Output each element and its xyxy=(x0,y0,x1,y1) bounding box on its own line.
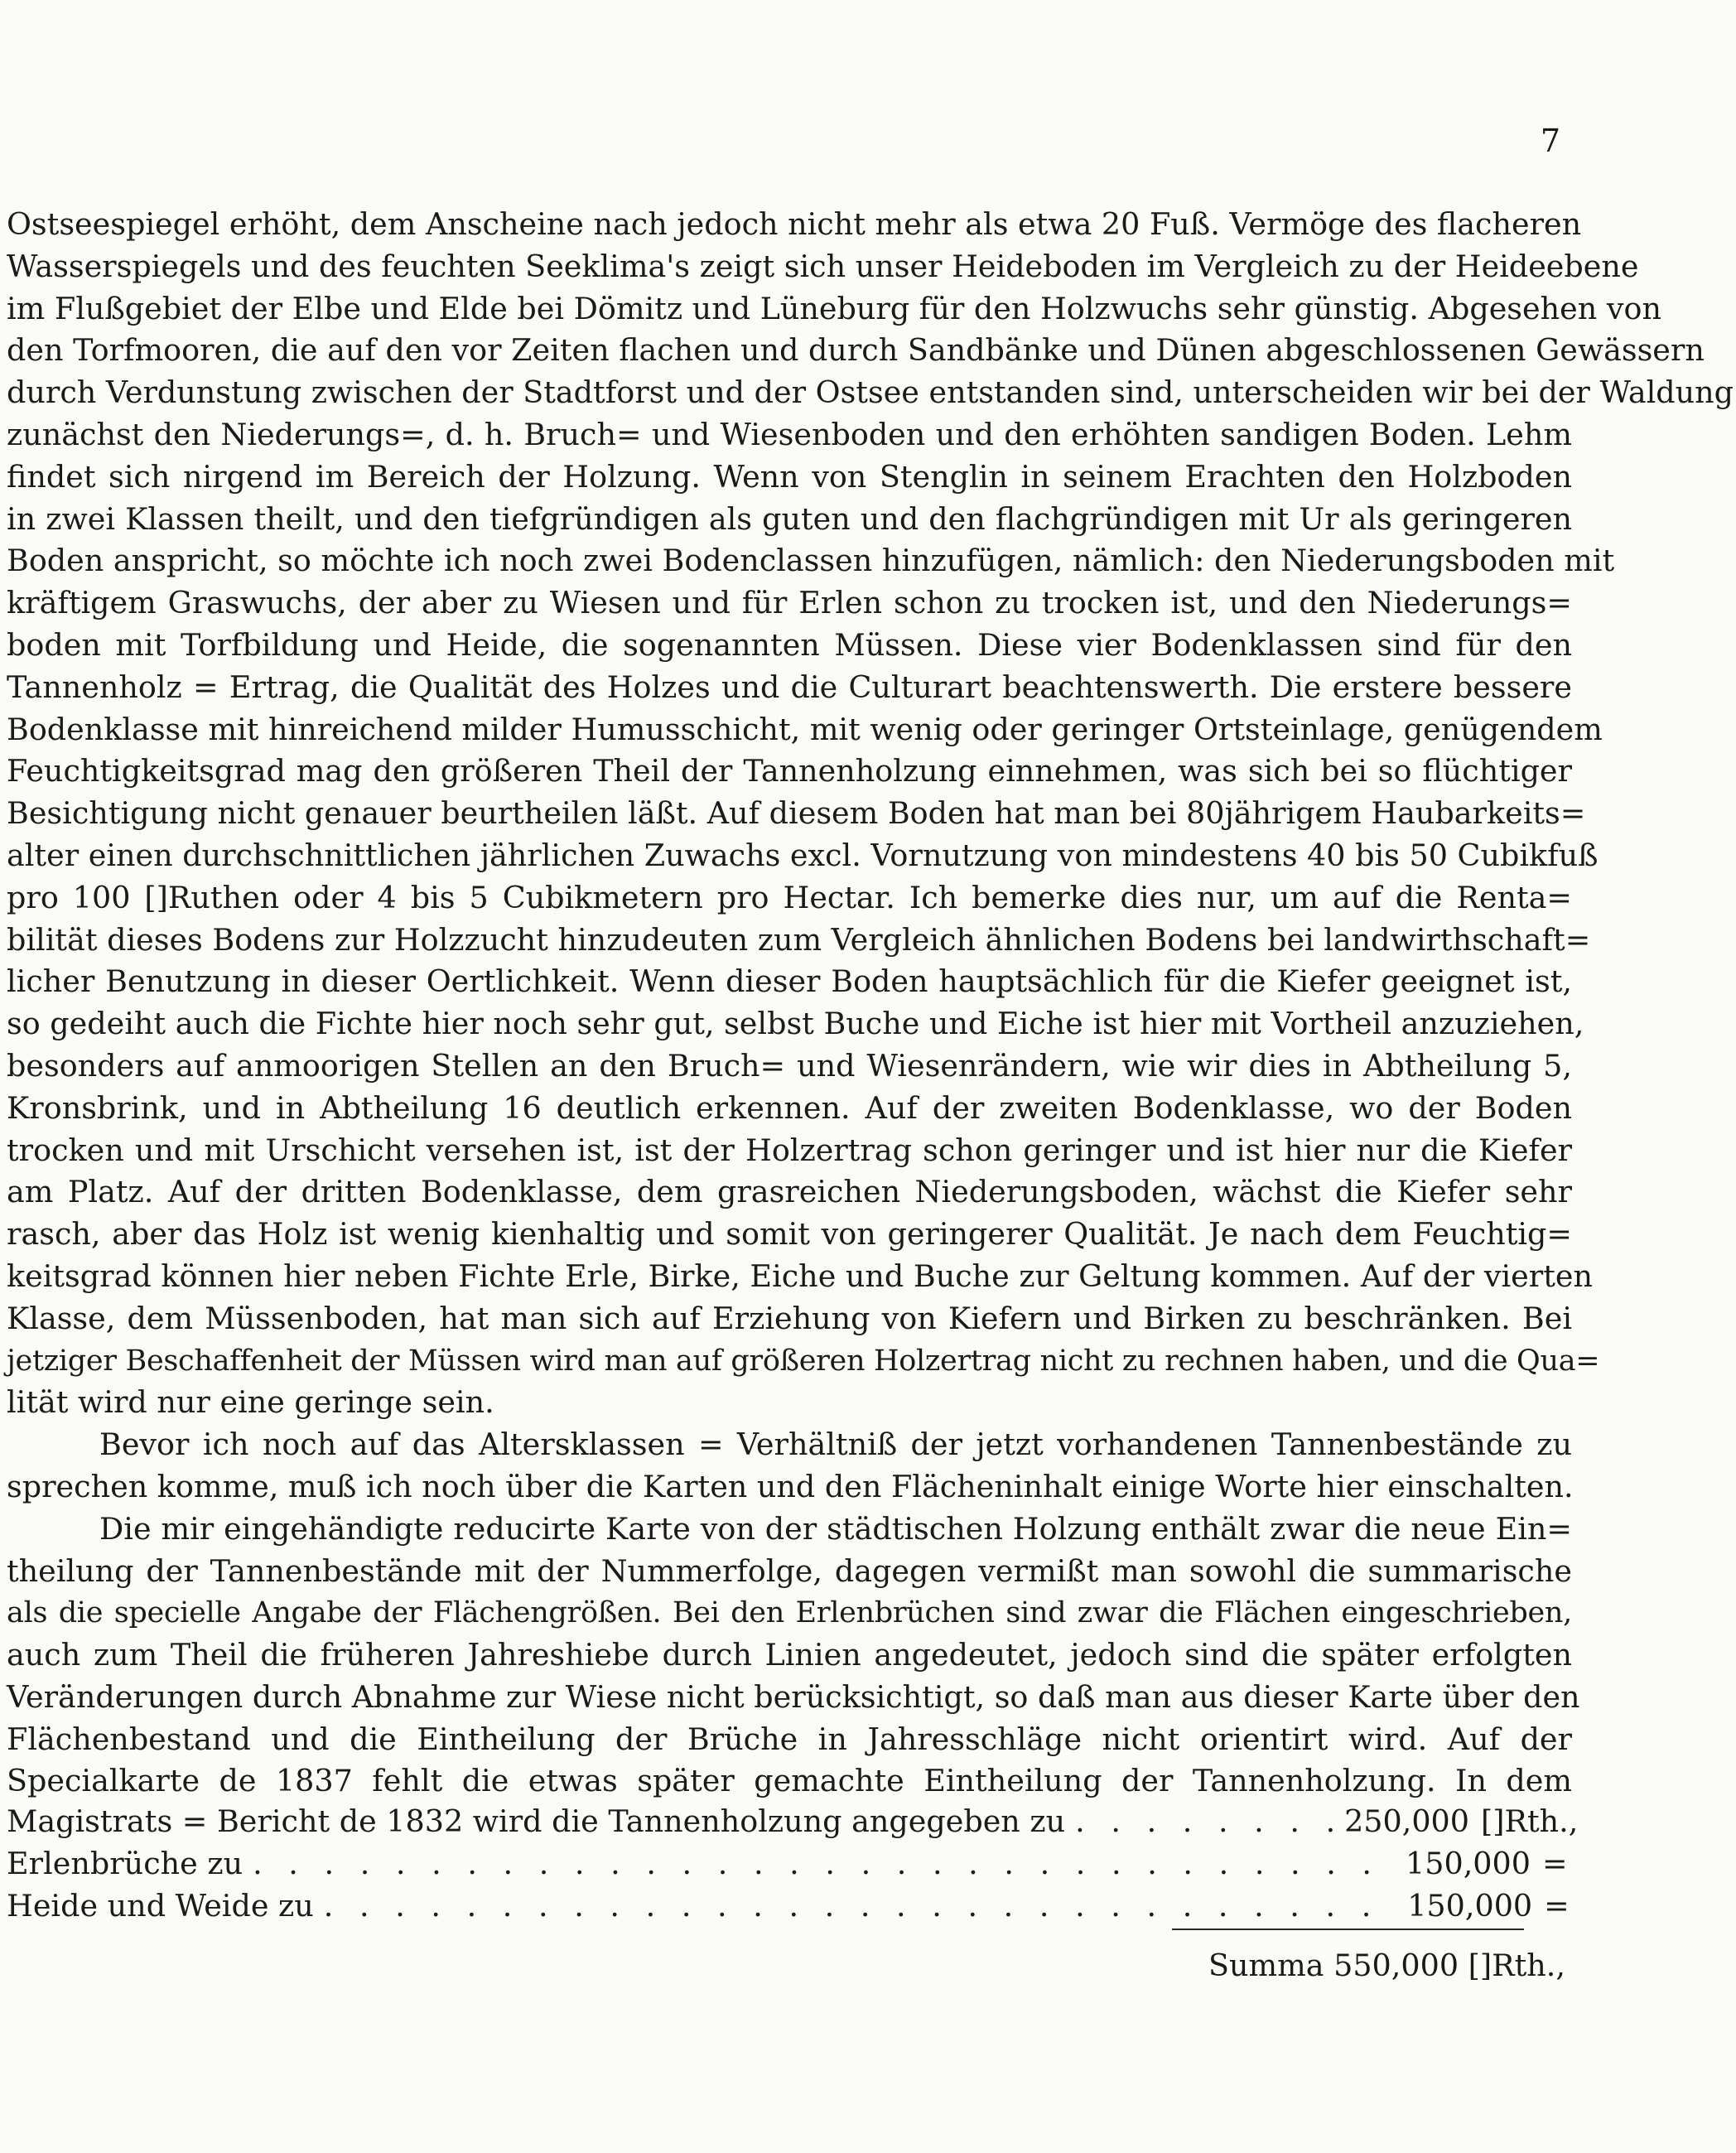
text-line: trocken und mit Urschicht versehen ist, ist der Holzertrag schon geringer und ist hier nur die Kiefer xyxy=(7,1132,1572,1168)
text-line: Boden anspricht, so möchte ich noch zwei Bodenclassen hinzufügen, nämlich: den Niederungsboden mit xyxy=(7,543,1615,579)
sum-rule xyxy=(1172,1929,1524,1930)
dot-leader xyxy=(253,1843,1396,1885)
text-line: Kronsbrink, und in Abtheilung 16 deutlich erkennen. Auf der zweiten Bodenklasse, wo der Boden xyxy=(7,1089,1572,1126)
text-line: findet sich nirgend im Bereich der Holzung. Wenn von Stenglin in seinem Erachten den Holzboden xyxy=(7,458,1572,495)
ledger-row xyxy=(7,1843,1572,1885)
paragraph-start: Bevor ich noch auf das Altersklassen = Verhältniß der jetzt vorhandenen Tannenbestände zu xyxy=(99,1426,1572,1463)
text-line: theilung der Tannenbestände mit der Nummerfolge, dagegen vermißt man sowohl die summarische xyxy=(7,1552,1572,1589)
text-line: pro 100 []Ruthen oder 4 bis 5 Cubikmetern pro Hectar. Ich bemerke dies nur, um auf die Renta= xyxy=(7,879,1572,915)
text-line: Tannenholz = Ertrag, die Qualität des Holzes und die Culturart beachtenswerth. Die erstere bessere xyxy=(7,669,1572,705)
body-text xyxy=(7,204,1734,1803)
text-line: Klasse, dem Müssenboden, hat man sich auf Erziehung von Kiefern und Birken zu beschränken. Bei xyxy=(7,1300,1572,1336)
text-line: Besichtigung nicht genauer beurtheilen läßt. Auf diesem Boden hat man bei 80jährigem Haubarkeits= xyxy=(7,795,1586,832)
ledger-unit: = xyxy=(1544,1887,1570,1924)
ledger-row xyxy=(7,1885,1572,1928)
text-line: Flächenbestand und die Eintheilung der Brüche in Jahresschläge nicht orientirt wird. Auf der xyxy=(7,1721,1572,1757)
text-line: boden mit Torfbildung und Heide, die sogenannten Müssen. Diese vier Bodenklassen sind für den xyxy=(7,626,1572,663)
text-line: keitsgrad können hier neben Fichte Erle, Birke, Eiche und Buche zur Geltung kommen. Auf der vierten xyxy=(7,1258,1593,1294)
text-line: Ostseespiegel erhöht, dem Anscheine nach jedoch nicht mehr als etwa 20 Fuß. Vermöge des flacheren xyxy=(7,206,1582,242)
ledger-amount: 150,000 xyxy=(1407,1887,1533,1924)
text-line: alter einen durchschnittlichen jährlichen Zuwachs excl. Vornutzung von mindestens 40 bis 50 Cubikfuß xyxy=(7,837,1599,873)
ledger-amount: 150,000 xyxy=(1406,1845,1531,1881)
ledger-total: Summa 550,000 []Rth., xyxy=(1208,1948,1565,1983)
text-line: zunächst den Niederungs=, d. h. Bruch= und Wiesenboden und den erhöhten sandigen Boden. Lehm xyxy=(7,416,1572,452)
ledger-label: Erlenbrüche zu xyxy=(7,1845,244,1881)
ledger-row xyxy=(7,1801,1579,1843)
text-line: Bodenklasse mit hinreichend milder Humusschicht, mit wenig oder geringer Ortsteinlage, genügendem xyxy=(7,711,1603,747)
ledger-label: Magistrats = Bericht de 1832 wird die Tannenholzung angegeben zu xyxy=(7,1803,1066,1839)
ledger-unit: = xyxy=(1541,1845,1568,1881)
text-line: am Platz. Auf der dritten Bodenklasse, dem grasreichen Niederungsboden, wächst die Kiefer sehr xyxy=(7,1174,1572,1210)
text-line: Feuchtigkeitsgrad mag den größeren Theil der Tannenholzung einnehmen, was sich bei so flüchtiger xyxy=(7,753,1572,789)
text-line: durch Verdunstung zwischen der Stadtforst und der Ostsee entstanden sind, unterscheiden wir bei der Waldung xyxy=(7,374,1734,411)
text-line: licher Benutzung in dieser Oertlichkeit. Wenn dieser Boden hauptsächlich für die Kiefer geeignet ist, xyxy=(7,963,1572,1000)
text-line: kräftigem Graswuchs, der aber zu Wiesen und für Erlen schon zu trocken ist, und den Niederungs= xyxy=(7,585,1572,621)
text-line: jetziger Beschaffenheit der Müssen wird man auf größeren Holzertrag nicht zu rechnen haben, und die Qua= xyxy=(7,1344,1600,1378)
text-line: in zwei Klassen theilt, und den tiefgründigen als guten und den flachgründigen mit Ur als geringeren xyxy=(7,500,1572,537)
page-number: 7 xyxy=(1540,123,1560,159)
dot-leader xyxy=(324,1885,1397,1928)
text-line: auch zum Theil die früheren Jahreshiebe durch Linien angedeutet, jedoch sind die später erfolgten xyxy=(7,1637,1572,1673)
text-line: Specialkarte de 1837 fehlt die etwas später gemachte Eintheilung der Tannenholzung. In dem xyxy=(7,1763,1572,1799)
text-line: besonders auf anmoorigen Stellen an den Bruch= und Wiesenrändern, wie wir dies in Abtheilung 5, xyxy=(7,1047,1572,1084)
text-line: bilität dieses Bodens zur Holzzucht hinzudeuten zum Vergleich ähnlichen Bodens bei landwirthschaft= xyxy=(7,921,1591,958)
ledger-label: Heide und Weide zu xyxy=(7,1887,314,1924)
text-line: lität wird nur eine geringe sein. xyxy=(7,1384,494,1421)
text-line: als die specielle Angabe der Flächengrößen. Bei den Erlenbrüchen sind zwar die Flächen eingeschrieben, xyxy=(7,1596,1572,1630)
text-line: Veränderungen durch Abnahme zur Wiese nicht berücksichtigt, so daß man aus dieser Karte über den xyxy=(7,1678,1580,1715)
paragraph-start: Die mir eingehändigte reducirte Karte von der städtischen Holzung enthält zwar die neue Ein= xyxy=(99,1510,1572,1547)
dot-leader xyxy=(1075,1801,1334,1843)
text-line: sprechen komme, muß ich noch über die Karten und den Flächeninhalt einige Worte hier einschalten. xyxy=(7,1468,1574,1504)
text-line: Wasserspiegels und des feuchten Seeklima's zeigt sich unser Heideboden im Vergleich zu der Heideebene xyxy=(7,248,1639,284)
text-line: im Flußgebiet der Elbe und Elde bei Dömitz und Lüneburg für den Holzwuchs sehr günstig. Abgesehen von xyxy=(7,290,1661,326)
area-ledger xyxy=(7,1801,1579,1927)
text-line: so gedeiht auch die Fichte hier noch sehr gut, selbst Buche und Eiche ist hier mit Vortheil anzuziehen, xyxy=(7,1006,1584,1042)
ledger-amount: 250,000 xyxy=(1344,1803,1469,1839)
text-line: den Torfmooren, die auf den vor Zeiten flachen und durch Sandbänke und Dünen abgeschlossenen Gewässern xyxy=(7,332,1705,369)
ledger-unit: []Rth., xyxy=(1481,1803,1579,1839)
text-line: rasch, aber das Holz ist wenig kienhaltig und somit von geringerer Qualität. Je nach dem Feuchtig= xyxy=(7,1216,1572,1253)
